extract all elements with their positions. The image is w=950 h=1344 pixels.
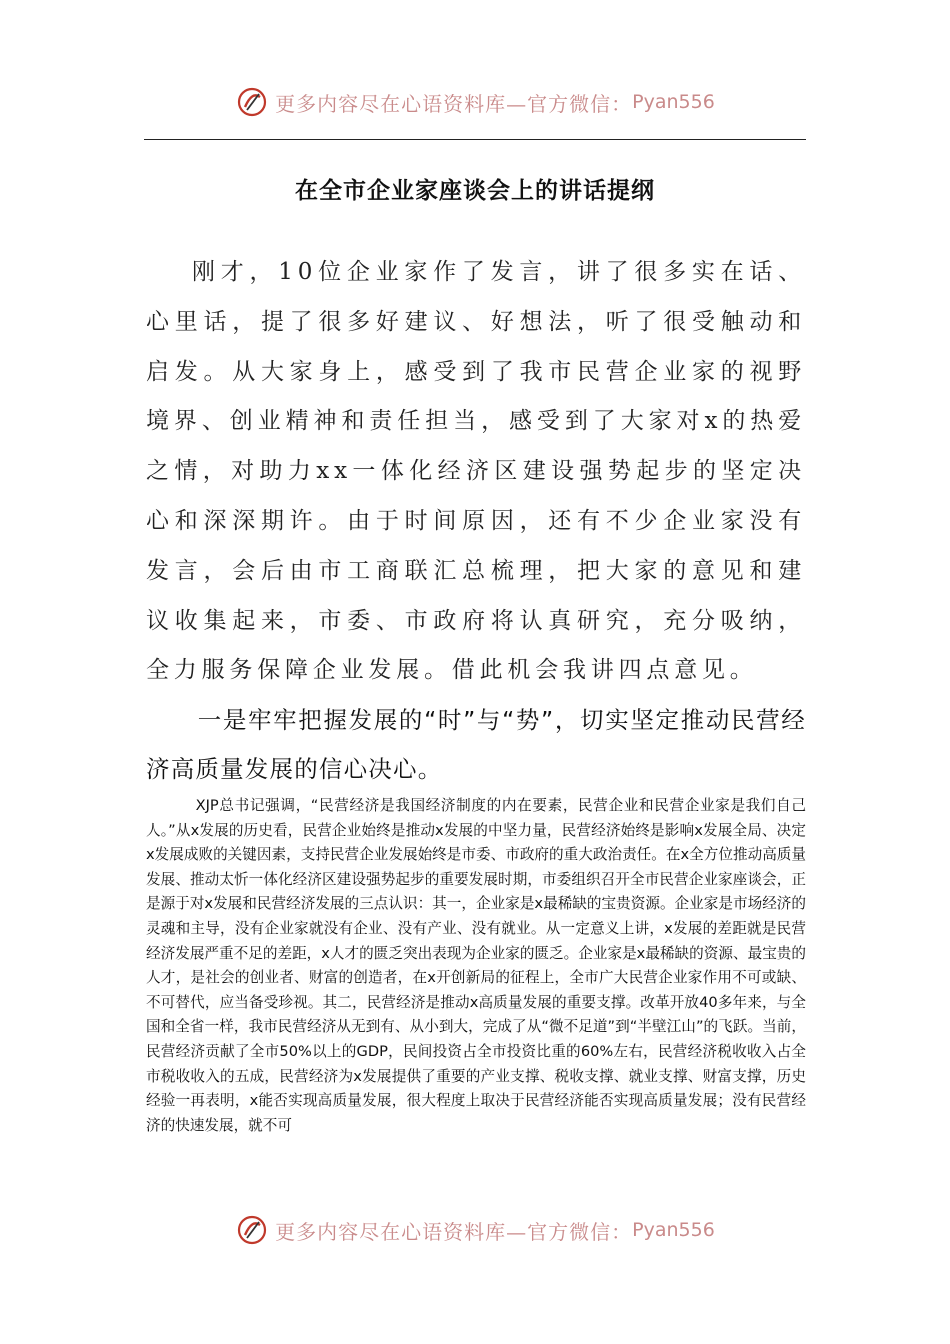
watermark-wechat-id: Pyan556	[632, 1219, 715, 1241]
document-title: 在全市企业家座谈会上的讲话提纲	[295, 177, 655, 204]
section-heading: 一是牢牢把握发展的“时”与“势”，切实坚定推动民营经济高质量发展的信心决心。	[146, 706, 806, 783]
logo-icon	[235, 1213, 269, 1247]
header-divider	[144, 139, 806, 140]
intro-paragraph: 刚才，10位企业家作了发言，讲了很多实在话、心里话，提了很多好建议、好想法，听了很受触动和启发。从大家身上，感受到了我市民营企业家的视野境界、创业精神和责任担当，感受到了大家对x的热爱之情，对助力xx一体化经济区建设强势起步的坚定决心和深深期许。由于时间原因，还有不少企业家没有发言，会后由市工商联汇总梳理，把大家的意见和建议收集起来，市委、市政府将认真研究，充分吸纳，全力服务保障企业发展。借此机会我讲四点意见。	[146, 259, 806, 684]
watermark-text: 更多内容尽在心语资料库—官方微信：	[275, 1219, 633, 1244]
logo-icon	[235, 85, 269, 119]
watermark-footer	[0, 1212, 950, 1248]
watermark-wechat-id: Pyan556	[632, 91, 715, 113]
watermark-header	[0, 84, 950, 120]
section-body: XJP总书记强调，“民营经济是我国经济制度的内在要素，民营企业和民营企业家是我们自己人。”从x发展的历史看，民营企业始终是推动x发展的中坚力量，民营经济始终是影响x发展全局、决定x发展成败的关键因素，支持民营企业发展始终是市委、市政府的重大政治责任。在x全方位推动高质量发展、推动太忻一体化经济区建设强势起步的重要发展时期，市委组织召开全市民营企业家座谈会，正是源于对x发展和民营经济发展的三点认识：其一，企业家是x最稀缺的宝贵资源。企业家是市场经济的灵魂和主导，没有企业家就没有企业、没有产业、没有就业。从一定意义上讲，x发展的差距就是民营经济发展严重不足的差距，x人才的匮乏突出表现为企业家的匮乏。企业家是x最稀缺的资源、最宝贵的人才，是社会的创业者、财富的创造者，在x开创新局的征程上，全市广大民营企业家作用不可或缺、不可替代，应当备受珍视。其二，民营经济是推动x高质量发展的重要支撑。改革开放40多年来，与全国和全省一样，我市民营经济从无到有、从小到大，完成了从“微不足道”到“半壁江山”的飞跃。当前，民营经济贡献了全市50%以上的GDP，民间投资占全市投资比重的60%左右，民营经济税收收入占全市税收收入的五成，民营经济为x发展提供了重要的产业支撑、税收支撑、就业支撑、财富支撑，历史经验一再表明，x能否实现高质量发展，很大程度上取决于民营经济能否实现高质量发展；没有民营经济的快速发展，就不可	[146, 797, 806, 1134]
watermark-text: 更多内容尽在心语资料库—官方微信：	[275, 91, 633, 116]
